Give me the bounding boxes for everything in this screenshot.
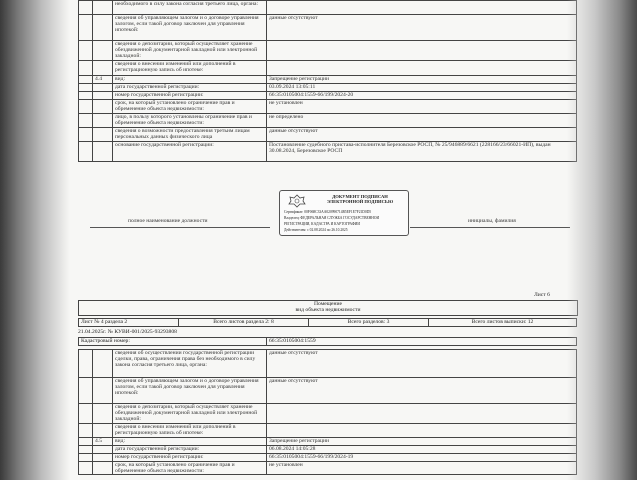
table-row	[79, 338, 577, 346]
sheet-number: Лист 6	[534, 292, 550, 298]
row-label: сведения об осуществлении государственной регистрации сделки, права, ограничения права без необходимого в силу закона согласия третьего лица, органа:	[113, 350, 267, 378]
table-row	[79, 41, 577, 61]
table-row	[79, 15, 577, 41]
position-label: полное наименование должности	[128, 218, 208, 224]
row-value: данные отсутствуют	[267, 128, 577, 142]
name-label: инициалы, фамилия	[468, 218, 516, 224]
table-row	[79, 61, 577, 76]
row-label: лицо, в пользу которого установлены ограничение прав и обременение объекта недвижимости:	[113, 114, 267, 128]
table-row	[79, 1, 577, 15]
cadastral-label: Кадастровый номер:	[79, 338, 267, 346]
table-row	[79, 404, 577, 424]
row-label: сведения о возможности предоставления третьим лицам персональных данных физического лица	[113, 128, 267, 142]
row-label: сведения о внесении изменений или дополнений в регистрационную запись об ипотеке:	[113, 424, 267, 438]
row-value: 66:35:0105004:1559-66/199/2024-19	[267, 454, 577, 462]
row-value: не определено	[267, 114, 577, 128]
row-label: сведения о внесении изменений или дополнений в регистрационную запись об ипотеке:	[113, 61, 267, 76]
object-kind-label: вид объекта недвижимости	[295, 307, 361, 314]
row-value: 06.08.2024 14:05:28	[267, 446, 577, 454]
stamp-owner-cont: РЕГИСТРАЦИИ, КАДАСТРА И КАРТОГРАФИИ	[284, 222, 360, 226]
row-label: дата государственной регистрации:	[113, 446, 267, 454]
top-encumbrance-table	[78, 0, 577, 162]
row-label: основание государственной регистрации:	[113, 142, 267, 162]
table-row	[79, 128, 577, 142]
row-value: данные отсутствуют	[267, 15, 577, 41]
sheets-total: Всего листов выписки: 12	[429, 319, 577, 327]
row-label: номер государственной регистрации:	[113, 454, 267, 462]
table-row	[79, 114, 577, 128]
row-label: дата государственной регистрации:	[113, 84, 267, 92]
vid-value: Запрещение регистрации	[267, 438, 577, 446]
table-row	[79, 350, 577, 378]
table-row	[79, 100, 577, 114]
scan-shadow-left	[0, 0, 70, 480]
row-value: не установлен	[267, 100, 577, 114]
vid-label: вид:	[113, 76, 267, 84]
table-row	[79, 462, 577, 475]
row-value: не установлен	[267, 462, 577, 475]
row-value: данные отсутствуют	[267, 350, 577, 378]
row-label: срок, на который установлено ограничение прав и обременение объекта недвижимости:	[113, 462, 267, 475]
row-value	[267, 41, 577, 61]
name-underline	[410, 227, 570, 228]
row-label: сведения об управляющем залогом и о договоре управления залогом, если такой договор заключен для управления ипотекой:	[113, 15, 267, 41]
cadastral-table	[78, 337, 577, 346]
cadastral-value: 66:35:0105004:1559	[267, 338, 577, 346]
row-label: сведения о депозитарии, который осуществляет хранение обездвиженной документарной закладной или электронной закладной:	[113, 41, 267, 61]
stamp-validity: Действителен: с 02.08.2024 по 26.10.2025	[284, 228, 348, 232]
table-row	[79, 378, 577, 404]
extract-date-code: 21.04.2025г. № КУВИ-001/2025-93293808	[78, 329, 177, 335]
sections-total: Всего разделов: 3	[309, 319, 429, 327]
coat-of-arms-icon	[286, 194, 308, 208]
row-value: 03.09.2024 13:05:11	[267, 84, 577, 92]
table-row	[79, 424, 577, 438]
stamp-title: ДОКУМЕНТ ПОДПИСАН ЭЛЕКТРОННОЙ ПОДПИСЬЮ	[326, 194, 394, 204]
row-value: 66:35:0105004:1559-66/199/2024-20	[267, 92, 577, 100]
table-row	[79, 84, 577, 92]
vid-value: Запрещение регистрации	[267, 76, 577, 84]
row-label: сведения об управляющем залогом и о договоре управления залогом, если такой договор заключен для управления ипотекой:	[113, 378, 267, 404]
section-number: 4.4	[93, 76, 113, 84]
position-underline	[90, 227, 270, 228]
vid-label: вид:	[113, 438, 267, 446]
row-value	[267, 1, 577, 15]
table-row	[79, 454, 577, 462]
row-label: срок, на который установлено ограничение прав и обременение объекта недвижимости:	[113, 100, 267, 114]
table-row	[79, 319, 577, 327]
bottom-encumbrance-table	[78, 349, 577, 475]
row-value	[267, 61, 577, 76]
row-value: данные отсутствуют	[267, 378, 577, 404]
table-row	[79, 438, 577, 446]
row-value	[267, 404, 577, 424]
table-row	[79, 142, 577, 162]
row-label: сведения о депозитарии, который осуществляет хранение обездвиженной документарной закладной или электронной закладной:	[113, 404, 267, 424]
electronic-signature-stamp	[279, 190, 409, 236]
row-value	[267, 424, 577, 438]
sheet-info-table	[78, 318, 577, 327]
table-row	[79, 76, 577, 84]
row-label: номер государственной регистрации:	[113, 92, 267, 100]
object-type-band	[78, 300, 578, 316]
list-label: Лист № 4 раздела 2	[79, 319, 179, 327]
table-row	[79, 92, 577, 100]
row-label: необходимого в силу закона согласия третьего лица, органа:	[113, 1, 267, 15]
row-value: Постановление судебного пристава-исполнителя Березовское РОСП, № 25/946889/6621 (228166/23/66021-ИП), выдан 30.08.2024, Березовское РОСП	[267, 142, 577, 162]
stamp-owner: Владелец: ФЕДЕРАЛЬНАЯ СЛУЖБА ГОСУДАРСТВЕННОЙ	[284, 216, 380, 220]
section-number: 4.5	[93, 438, 113, 446]
object-type: Помещение	[313, 301, 342, 307]
sheets-in-section: Всего листов раздела 2: 8	[179, 319, 309, 327]
stamp-certificate: Сертификат: 00F068C33AA020990714B5EF1E7F21D0D5	[284, 210, 372, 214]
table-row	[79, 446, 577, 454]
scan-shadow-right	[567, 0, 637, 480]
